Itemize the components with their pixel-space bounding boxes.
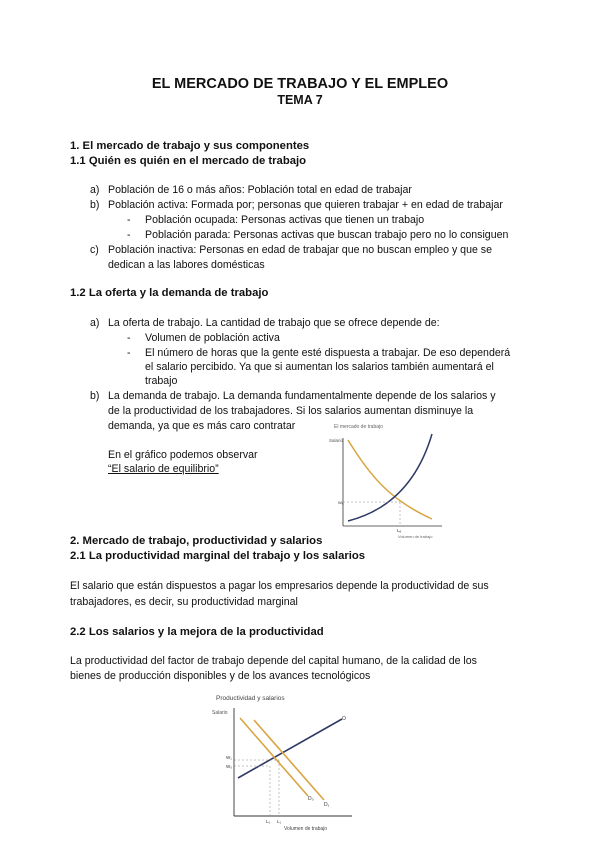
list-marker-oa: a) <box>90 317 100 329</box>
equilibrium-wage-label: Wₑ <box>338 500 344 505</box>
section-1-2-heading: 1.2 La oferta y la demanda de trabajo <box>70 287 269 299</box>
list-item-b: Población activa: Formada por; personas que quieren trabajar + en edad de trabajar <box>108 199 503 211</box>
section-1-1-heading: 1.1 Quién es quién en el mercado de trabajo <box>70 155 307 167</box>
list-marker-c: c) <box>90 244 99 256</box>
x-axis-label: Volumen de trabajo <box>398 534 433 539</box>
list-item-demanda-line3: demanda, ya que es más caro contratar <box>108 420 296 432</box>
demand-label-d0: D₀ <box>308 796 314 802</box>
labour-l1-label: L₁ <box>277 819 282 824</box>
list-subitem-horas-line2: el salario percibido. Ya que si aumentan los salarios también aumentará el <box>145 361 494 373</box>
demand-line-d0 <box>240 718 308 796</box>
page-title: EL MERCADO DE TRABAJO Y EL EMPLEO <box>151 76 449 92</box>
list-subitem-horas-line3: trabajo <box>145 375 178 387</box>
figure-title: Productividad y salarios <box>216 695 285 702</box>
graph-caption: “El salario de equilibrio” <box>108 463 219 475</box>
demand-line-d1 <box>254 720 324 800</box>
section-2-heading: 2. Mercado de trabajo, productividad y salarios <box>70 535 323 547</box>
demand-curve <box>348 440 432 519</box>
list-item-c-line1: Población inactiva: Personas en edad de trabajar que no buscan empleo y que se <box>108 244 492 256</box>
list-marker-a: a) <box>90 184 100 196</box>
list-subitem-ocupada: Población ocupada: Personas activas que tienen un trabajo <box>145 214 425 226</box>
list-marker-b: b) <box>90 199 100 211</box>
graph-note: En el gráfico podemos observar <box>108 449 258 461</box>
paragraph-productividad-marginal-line1: El salario que están dispuestos a pagar los empresarios depende la productividad de sus <box>70 580 489 592</box>
list-subitem-horas-line1: El número de horas que la gente esté dispuesta a trabajar. De eso dependerá <box>145 347 511 359</box>
x-axis-label: Volumen de trabajo <box>284 826 328 832</box>
wage-w1-label: W₁ <box>226 755 232 760</box>
list-item-demanda-line2: de la productividad de los trabajadores. Si los salarios aumentan disminuye la <box>108 405 474 417</box>
supply-curve <box>348 434 432 521</box>
wage-w0-label: W₀ <box>226 764 233 769</box>
list-item-c-line2: dedican a las labores domésticas <box>108 259 265 271</box>
y-axis-label: Salario <box>329 438 344 443</box>
equilibrium-labour-label: Lₑ <box>397 528 402 533</box>
dash-marker: - <box>127 214 131 226</box>
demand-label-d1: D₁ <box>324 802 330 808</box>
equilibrium-wage-figure <box>328 420 448 542</box>
paragraph-productividad-marginal-line2: trabajadores, es decir, su productividad marginal <box>70 596 298 608</box>
labour-l0-label: L₀ <box>266 819 271 824</box>
dash-marker: - <box>127 229 131 241</box>
section-2-1-heading: 2.1 La productividad marginal del trabajo y los salarios <box>70 550 366 562</box>
page-subtitle: TEMA 7 <box>277 93 323 107</box>
list-subitem-volumen: Volumen de población activa <box>145 332 280 344</box>
list-item-a: Población de 16 o más años: Población total en edad de trabajar <box>108 184 412 196</box>
figure-title: El mercado de trabajo <box>334 424 383 430</box>
list-marker-ob: b) <box>90 390 100 402</box>
paragraph-capital-humano-line2: bienes de producción disponibles y de los avances tecnológicos <box>70 670 371 682</box>
section-2-2-heading: 2.2 Los salarios y la mejora de la productividad <box>70 626 324 638</box>
dash-marker: - <box>127 347 131 359</box>
list-item-demanda-line1: La demanda de trabajo. La demanda fundamentalmente depende de los salarios y <box>108 390 496 402</box>
y-axis-label: Salario <box>212 710 228 716</box>
section-1-heading: 1. El mercado de trabajo y sus componentes <box>70 140 310 152</box>
list-item-oferta: La oferta de trabajo. La cantidad de trabajo que se ofrece depende de: <box>108 317 440 329</box>
productivity-wages-figure <box>210 690 360 835</box>
dash-marker: - <box>127 332 131 344</box>
list-subitem-parada: Población parada: Personas activas que buscan trabajo pero no lo consiguen <box>145 229 509 241</box>
supply-line <box>238 719 342 778</box>
paragraph-capital-humano-line1: La productividad del factor de trabajo depende del capital humano, de la calidad de los <box>70 655 477 667</box>
supply-label: O <box>342 716 346 722</box>
